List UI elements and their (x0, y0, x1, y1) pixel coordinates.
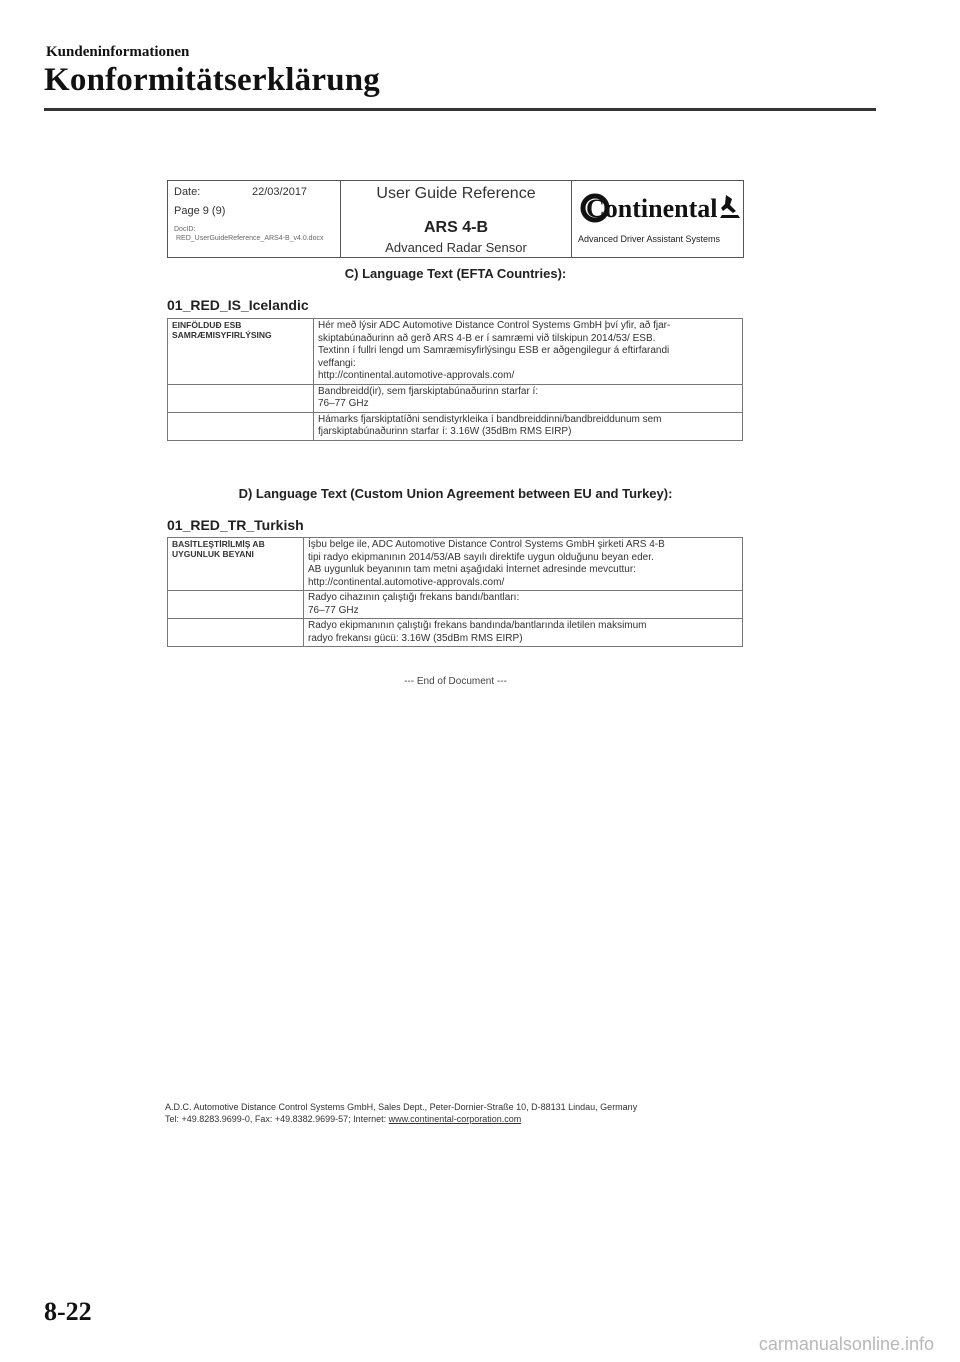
page-indicator: Page 9 (9) (174, 205, 226, 217)
section-c-heading: C) Language Text (EFTA Countries): (344, 266, 567, 281)
table-text-cell: Radyo ekipmanının çalıştığı frekans bandında/bantlarında iletilen maksimum radyo frekansı gücü: 3.16W (35dBm RMS EIRP) (304, 619, 743, 647)
document-header (167, 180, 744, 258)
date-value: 22/03/2017 (252, 186, 308, 198)
turkish-heading: 01_RED_TR_Turkish (167, 517, 304, 533)
user-guide-reference: User Guide Reference (376, 185, 536, 202)
table-label-cell (168, 384, 314, 412)
product-subtitle: Advanced Radar Sensor (385, 240, 527, 255)
end-of-document: --- End of Document --- (404, 676, 507, 687)
header-brand-cell (572, 181, 743, 257)
table-row (168, 591, 743, 619)
docid-label: DocID: (174, 226, 196, 233)
header-meta-cell (168, 181, 341, 257)
table-text-cell: Hér með lýsir ADC Automotive Distance Control Systems GmbH því yfir, að fjar- skiptabúnaðurinn að gerð ARS 4-B er í samræmi við tilskipun 2014/53/ ESB. Textinn í fullri lengd um Samræmisyfirlýsingu ESB er aðgengilegur á eftirfarandi veffangi: http://continental.automotive-approvals.com/ (314, 319, 743, 385)
table-label-cell: BASİTLEŞTİRİLMİŞ AB UYGUNLUK BEYANI (168, 538, 304, 591)
header-title-cell (341, 181, 572, 257)
table-row (168, 619, 743, 647)
table-text-cell: Hámarks fjarskiptatíðni sendistyrkleika í bandbreiddinni/bandbreiddunum sem fjarskiptabúnaðurinn starfar í: 3.16W (35dBm RMS EIRP) (314, 412, 743, 440)
table-row (168, 538, 743, 591)
date-label: Date: (174, 186, 201, 198)
svg-text:Continental: Continental (586, 194, 718, 223)
footer-contact (165, 1114, 521, 1124)
product-name: ARS 4-B (423, 219, 488, 236)
section-d-heading: D) Language Text (Custom Union Agreement between EU and Turkey): (238, 486, 673, 501)
table-label-cell (168, 591, 304, 619)
table-label-cell: EINFÖLDUÐ ESB SAMRÆMISYFIRLÝSING (168, 319, 314, 385)
table-row (168, 412, 743, 440)
brand-subtitle: Advanced Driver Assistant Systems (578, 234, 721, 244)
icelandic-table (167, 318, 743, 441)
section-label: Kundeninformationen (46, 44, 190, 60)
table-row (168, 319, 743, 385)
table-label-cell (168, 412, 314, 440)
title-rule (44, 108, 876, 111)
table-text-cell: İşbu belge ile, ADC Automotive Distance Control Systems GmbH şirketi ARS 4-B tipi radyo ekipmanının 2014/53/AB sayılı direktife uygun olduğunu beyan eder. AB uygunluk beyanının tam metni aşağıdaki İnternet adresinde mevcuttur: http://continental.automotive-approvals.com/ (304, 538, 743, 591)
docid-value: RED_UserGuideReference_ARS4-B_v4.0.docx (176, 235, 324, 242)
table-text-cell: Radyo cihazının çalıştığı frekans bandı/bantları: 76–77 GHz (304, 591, 743, 619)
footer-link[interactable]: www.continental-corporation.com (388, 1114, 522, 1124)
table-row (168, 384, 743, 412)
page-title: Konformitätserklärung (44, 62, 381, 98)
footer-contact-text: Tel: +49.8283.9699-0, Fax: +49.8382.9699-57; Internet: (165, 1114, 389, 1124)
icelandic-heading: 01_RED_IS_Icelandic (167, 297, 309, 313)
footer-address: A.D.C. Automotive Distance Control Systems GmbH, Sales Dept., Peter-Dornier-Straße 10, D-88131 Lindau, Germany (165, 1102, 638, 1112)
page-number: 8-22 (44, 1297, 92, 1326)
table-text-cell: Bandbreidd(ir), sem fjarskiptabúnaðurinn starfar í: 76–77 GHz (314, 384, 743, 412)
watermark: carmanualsonline.info (758, 1334, 934, 1354)
turkish-table (167, 537, 743, 647)
table-label-cell (168, 619, 304, 647)
continental-logo-icon (580, 191, 746, 225)
